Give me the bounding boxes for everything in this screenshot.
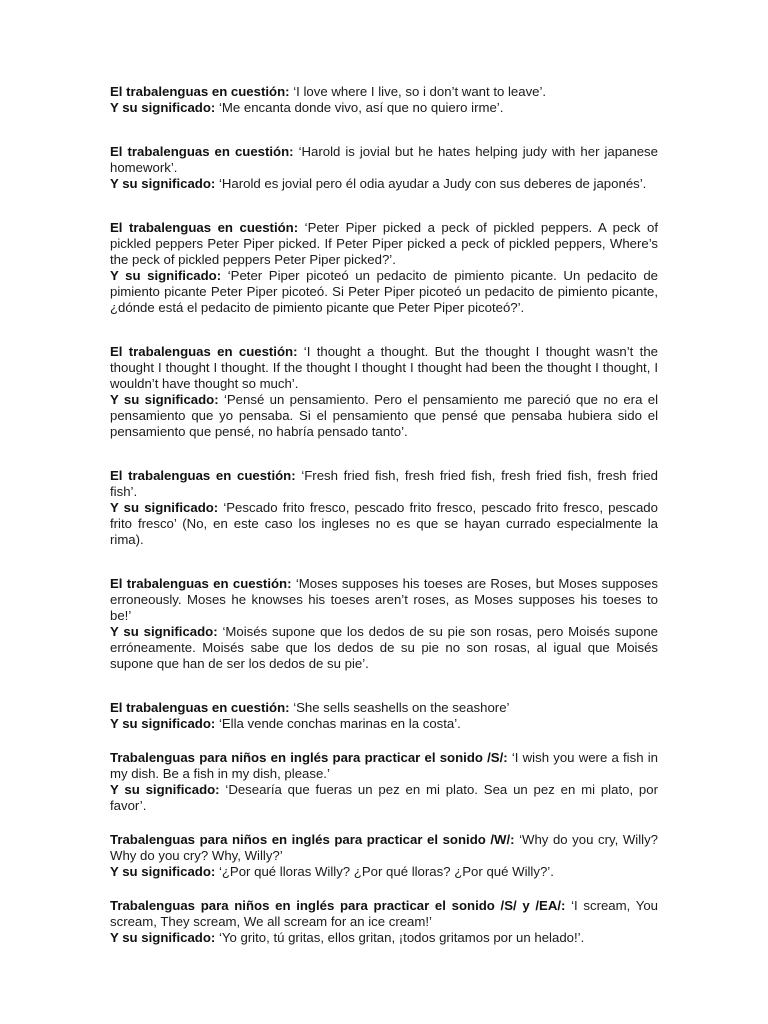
meaning-label: Y su significado: — [110, 624, 218, 639]
meaning-text: ‘Pensé un pensamiento. Pero el pensamiento me pareció que no era el pensamiento que yo pensaba. Si el pensamiento que pensé que pensaba hubiera sido el pensamiento que pensé, no habría pensado tanto’. — [110, 392, 658, 439]
twister-line — [110, 468, 658, 500]
meaning-label: Y su significado: — [110, 500, 219, 515]
tongue-twister-entry-3 — [110, 220, 658, 316]
meaning-label: Y su significado: — [110, 392, 219, 407]
twister-text: ‘Peter Piper picked a peck of pickled peppers. A peck of pickled peppers Peter Piper picked. If Peter Piper picked a peck of pickled peppers, Where’s the peck of pickled peppers Peter Piper picked?’. — [110, 220, 658, 267]
twister-text: ‘Fresh fried fish, fresh fried fish, fresh fried fish, fresh fried fish’. — [110, 468, 658, 499]
meaning-text: ‘Me encanta donde vivo, así que no quiero irme’. — [215, 100, 504, 115]
meaning-line — [110, 864, 658, 880]
meaning-text: ‘Harold es jovial pero él odia ayudar a Judy con sus deberes de japonés’. — [215, 176, 647, 191]
twister-label: El trabalenguas en cuestión: — [110, 144, 294, 159]
twister-line — [110, 700, 658, 716]
twister-line — [110, 576, 658, 624]
twister-label: El trabalenguas en cuestión: — [110, 344, 298, 359]
twister-label: Trabalenguas para niños en inglés para practicar el sonido /W/: — [110, 832, 515, 847]
meaning-line — [110, 268, 658, 316]
tongue-twister-entry-4 — [110, 344, 658, 440]
meaning-line — [110, 930, 658, 946]
meaning-text: ‘Ella vende conchas marinas en la costa’. — [215, 716, 461, 731]
meaning-text: ‘Desearía que fueras un pez en mi plato. Sea un pez en mi plato, por favor’. — [110, 782, 658, 813]
twister-line — [110, 898, 658, 930]
meaning-label: Y su significado: — [110, 782, 220, 797]
meaning-line — [110, 716, 658, 732]
twister-line — [110, 344, 658, 392]
meaning-label: Y su significado: — [110, 268, 222, 283]
twister-label: El trabalenguas en cuestión: — [110, 84, 290, 99]
tongue-twister-entry-5 — [110, 468, 658, 548]
tongue-twister-entry-1 — [110, 84, 658, 116]
twister-line — [110, 832, 658, 864]
twister-text: ‘Harold is jovial but he hates helping judy with her japanese homework’. — [110, 144, 658, 175]
twister-text: ‘I thought a thought. But the thought I thought wasn’t the thought I thought I thought. If the thought I thought I thought had been the thought I thought, I wouldn’t have thought so much’. — [110, 344, 658, 391]
meaning-label: Y su significado: — [110, 100, 216, 115]
twister-line — [110, 220, 658, 268]
meaning-line — [110, 500, 658, 548]
twister-label: El trabalenguas en cuestión: — [110, 576, 292, 591]
twister-text: ‘Why do you cry, Willy? Why do you cry? Why, Willy?’ — [110, 832, 658, 863]
tongue-twister-entry-6 — [110, 576, 658, 672]
tongue-twister-entry-10 — [110, 898, 658, 946]
twister-line — [110, 144, 658, 176]
meaning-text: ‘Peter Piper picoteó un pedacito de pimiento picante. Un pedacito de pimiento picante Peter Piper picoteó. Si Peter Piper picoteó un pedacito de pimiento picante, ¿dónde está el pedacito de pimiento picante que Peter Piper picoteó?’. — [110, 268, 658, 315]
meaning-line — [110, 100, 658, 116]
meaning-label: Y su significado: — [110, 176, 216, 191]
twister-label: Trabalenguas para niños en inglés para practicar el sonido /S/: — [110, 750, 508, 765]
twister-line — [110, 84, 658, 100]
twister-text: ‘I love where I live, so i don’t want to leave’. — [289, 84, 547, 99]
meaning-label: Y su significado: — [110, 930, 216, 945]
tongue-twister-entry-8 — [110, 750, 658, 814]
meaning-text: ‘Yo grito, tú gritas, ellos gritan, ¡todos gritamos por un helado!’. — [215, 930, 585, 945]
twister-label: El trabalenguas en cuestión: — [110, 700, 290, 715]
meaning-line — [110, 782, 658, 814]
meaning-text: ‘¿Por qué lloras Willy? ¿Por qué lloras? ¿Por qué Willy?’. — [215, 864, 554, 879]
twister-text: ‘Moses supposes his toeses are Roses, but Moses supposes erroneously. Moses he knowses his toeses aren’t roses, as Moses supposes his toeses to be!’ — [110, 576, 658, 623]
twister-label: El trabalenguas en cuestión: — [110, 468, 296, 483]
document-page — [110, 84, 658, 946]
meaning-text: ‘Moisés supone que los dedos de su pie son rosas, pero Moisés supone erróneamente. Moisés sabe que los dedos de su pie no son rosas, al igual que Moisés supone que han de ser los dedos de su pie’. — [110, 624, 659, 671]
tongue-twister-entry-2 — [110, 144, 658, 192]
meaning-line — [110, 392, 658, 440]
meaning-line — [110, 176, 658, 192]
tongue-twister-entry-7 — [110, 700, 658, 732]
meaning-label: Y su significado: — [110, 864, 216, 879]
meaning-line — [110, 624, 658, 672]
twister-text: ‘I scream, You scream, They scream, We all scream for an ice cream!’ — [110, 898, 658, 929]
twister-label: Trabalenguas para niños en inglés para practicar el sonido /S/ y /EA/: — [110, 898, 566, 913]
twister-text: ‘She sells seashells on the seashore’ — [289, 700, 510, 715]
twister-label: El trabalenguas en cuestión: — [110, 220, 299, 235]
meaning-text: ‘Pescado frito fresco, pescado frito fresco, pescado frito fresco, pescado frito fresco’ (No, en este caso los ingleses no es que se hayan currado especialmente la rima). — [110, 500, 658, 547]
twister-text: ‘I wish you were a fish in my dish. Be a fish in my dish, please.’ — [110, 750, 659, 781]
twister-line — [110, 750, 658, 782]
tongue-twister-entry-9 — [110, 832, 658, 880]
meaning-label: Y su significado: — [110, 716, 216, 731]
